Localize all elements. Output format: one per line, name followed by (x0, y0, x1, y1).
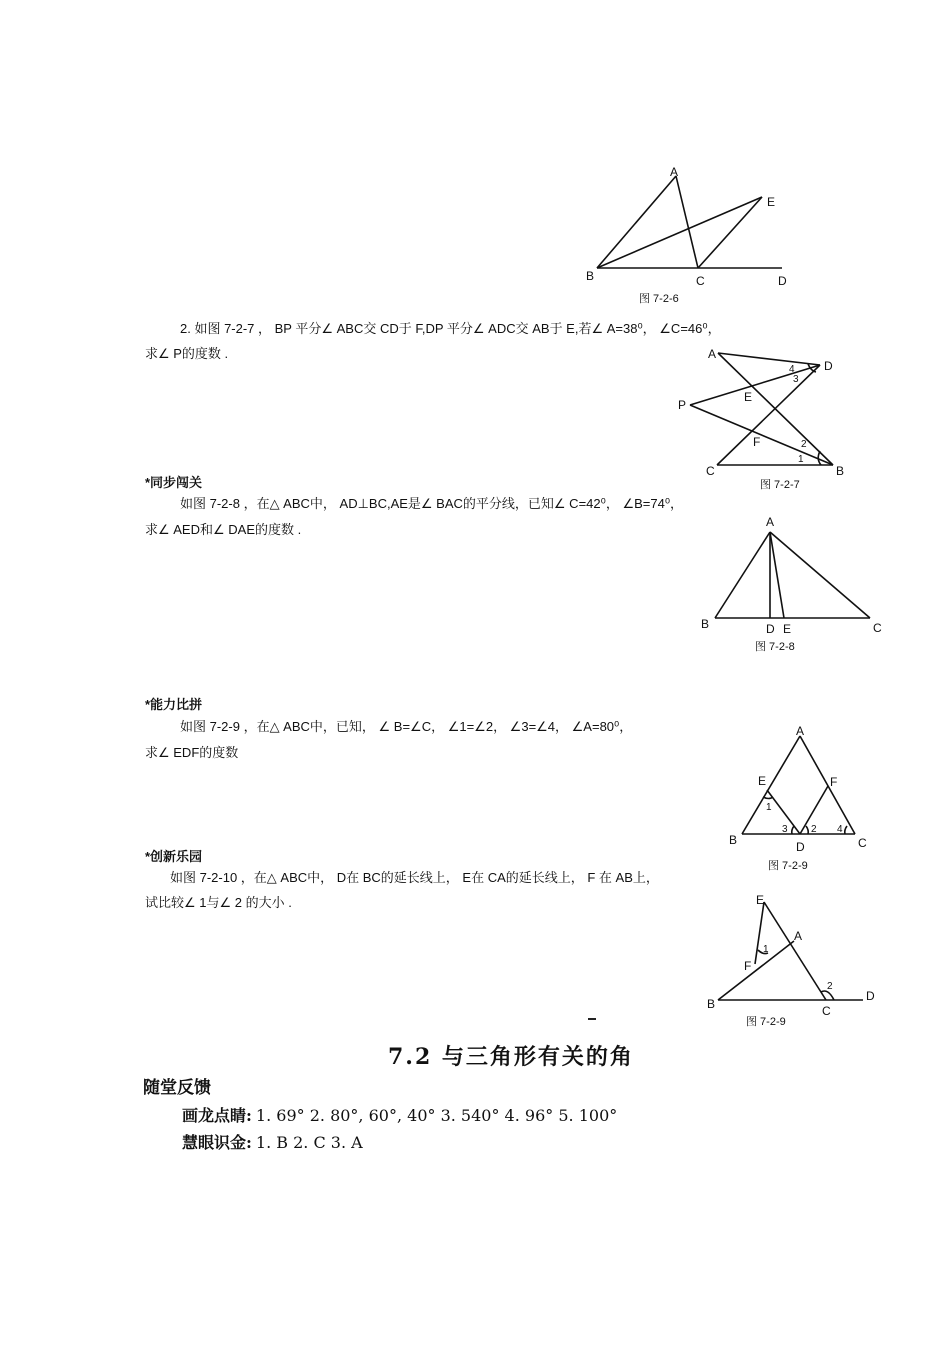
label-b: B (701, 617, 710, 631)
innovate-line-2: 试比较∠ 1与∠ 2 的大小 . (145, 895, 292, 910)
small-mark (588, 1018, 596, 1020)
answers-row-1 (182, 1103, 617, 1126)
label-a: A (708, 347, 717, 361)
label-angle-1: 1 (766, 802, 772, 813)
label-angle-3: 3 (793, 374, 799, 385)
ability-line-1: 如图 7-2-9 ，在△ ABC中，已知， ∠ B=∠C， ∠1=∠2， ∠3=∠4， ∠A=80⁰， (180, 719, 633, 734)
sync-line-2: 求∠ AED和∠ DAE的度数 . (145, 522, 302, 537)
label-e: E (758, 774, 767, 788)
label-d: D (824, 359, 833, 373)
label-c: C (706, 464, 715, 478)
innovate-line-1: 如图 7-2-10 ，在△ ABC中， D在 BC的延长线上， E在 CA的延长线上， F 在 AB上， (170, 870, 659, 885)
answers-row-1-values: 1. 69° 2. 80°, 60°, 40° 3. 540° 4. 96° 5. 100° (255, 1106, 618, 1125)
sync-line-1: 如图 7-2-8 ，在△ ABC中， AD⊥BC,AE是∠ BAC的平分线，已知∠ C=42⁰， ∠B=74⁰， (180, 496, 684, 511)
segment-ac (770, 532, 870, 618)
label-d: D (766, 622, 775, 636)
answers-heading: 随堂反馈 (143, 1078, 211, 1098)
figure-7-2-6 (580, 160, 800, 305)
angle-arc-2 (806, 826, 808, 834)
label-angle-1: 1 (763, 944, 769, 955)
label-e: E (767, 195, 776, 209)
answers-row-2 (182, 1130, 363, 1153)
angle-arc-4 (845, 826, 847, 834)
caption-7-2-9: 图 7-2-9 (768, 860, 808, 872)
segment-ab (742, 736, 800, 834)
label-angle-1: 1 (798, 454, 804, 465)
answers-row-1-label: 画龙点睛: (182, 1106, 252, 1125)
figure-7-2-9 (725, 722, 880, 857)
label-d: D (778, 274, 787, 288)
segment-ac (676, 176, 698, 268)
label-a: A (766, 515, 775, 529)
label-c: C (696, 274, 705, 288)
segment-ec (698, 197, 762, 268)
segment-ab (715, 532, 770, 618)
segment-ae (770, 532, 784, 618)
answers-row-2-values: 1. B 2. C 3. A (255, 1133, 363, 1152)
problem-2-line-1: 2. 如图 7-2-7 ， BP 平分∠ ABC交 CD于 F,DP 平分∠ ADC交 AB于 E,若∠ A=38⁰， ∠C=46⁰， (180, 321, 721, 336)
caption-7-2-10: 图 7-2-9 (746, 1016, 786, 1028)
label-c: C (873, 621, 882, 635)
label-c: C (858, 836, 867, 850)
label-a: A (796, 724, 805, 738)
section-title-ability: *能力比拼 (145, 697, 203, 712)
ability-line-2: 求∠ EDF的度数 (145, 745, 239, 760)
label-b: B (707, 997, 716, 1011)
label-angle-2: 2 (801, 439, 807, 450)
segment-ad (718, 353, 820, 365)
label-f: F (753, 435, 761, 449)
label-angle-2: 2 (827, 981, 833, 992)
figure-7-2-10 (700, 890, 885, 1018)
angle-arc-1 (763, 797, 773, 799)
label-p: P (678, 398, 687, 412)
label-b: B (836, 464, 845, 478)
label-e: E (783, 622, 792, 636)
label-f: F (830, 775, 838, 789)
label-b: B (729, 833, 738, 847)
label-angle-2: 2 (811, 824, 817, 835)
angle-arc-3 (792, 826, 794, 834)
label-e: E (756, 893, 765, 907)
label-d: D (796, 840, 805, 854)
segment-be (597, 197, 762, 268)
label-d: D (866, 989, 875, 1003)
label-angle-4: 4 (837, 824, 843, 835)
segment-ba (597, 176, 676, 268)
answers-row-2-label: 慧眼识金: (182, 1133, 252, 1152)
figure-7-2-8 (700, 512, 895, 637)
section-title-innovate: *创新乐园 (145, 849, 203, 864)
label-a: A (794, 929, 803, 943)
caption-7-2-7: 图 7-2-7 (760, 479, 800, 491)
caption-7-2-6: 图 7-2-6 (639, 293, 679, 305)
problem-2-line-2: 求∠ P的度数 . (145, 346, 229, 361)
label-angle-3: 3 (782, 824, 788, 835)
segment-ba (718, 941, 794, 1000)
label-c: C (822, 1004, 831, 1018)
segment-ec (764, 902, 826, 1000)
label-b: B (586, 269, 595, 283)
label-e: E (744, 390, 753, 404)
label-f: F (744, 959, 752, 973)
figure-7-2-7 (680, 345, 850, 490)
segment-dc (717, 365, 820, 465)
caption-7-2-8: 图 7-2-8 (755, 641, 795, 653)
segment-pb (690, 405, 833, 465)
label-angle-4: 4 (789, 364, 795, 375)
section-title-sync: *同步闯关 (145, 475, 203, 490)
label-a: A (670, 165, 679, 179)
answers-title: 7.2 与三角形有关的角 (388, 1044, 634, 1070)
